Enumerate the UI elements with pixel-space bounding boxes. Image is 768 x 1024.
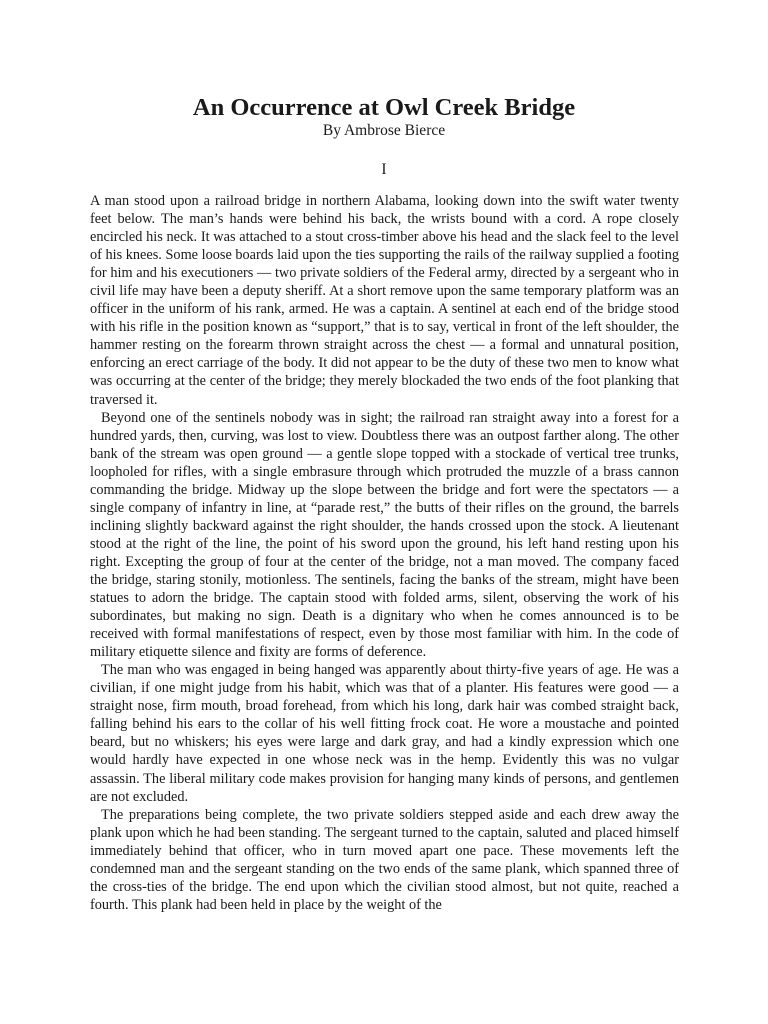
paragraph: A man stood upon a railroad bridge in northern Alabama, looking down into the swift water twenty feet below. The man’s hands were behind his back, the wrists bound with a cord. A rope closely encircled his neck. It was attached to a stout cross-timber above his head and the slack feel to the level of his knees. Some loose boards laid upon the ties supporting the rails of the railway supplied a footing for him and his executioners — two private soldiers of the Federal army, directed by a sergeant who in civil life may have been a deputy sheriff. At a short remove upon the same temporary platform was an officer in the uniform of his rank, armed. He was a captain. A sentinel at each end of the bridge stood with his rifle in the position known as “support,” that is to say, vertical in front of the left shoulder, the hammer resting on the forearm thrown straight across the chest — a formal and unnatural position, enforcing an erect carriage of the body. It did not appear to be the duty of these two men to know what was occurring at the center of the bridge; they merely blockaded the two ends of the foot planking that traversed it. xyxy=(90,193,679,408)
paragraph: Beyond one of the sentinels nobody was in sight; the railroad ran straight away into a forest for a hundred yards, then, curving, was lost to view. Doubtless there was an outpost farther along. The other bank of the stream was open ground — a gentle slope topped with a stockade of vertical tree trunks, loopholed for rifles, with a single embrasure through which protruded the muzzle of a brass cannon commanding the bridge. Midway up the slope between the bridge and fort were the spectators — a single company of infantry in line, at “parade rest,” the butts of their rifles on the ground, the barrels inclining slightly backward against the right shoulder, the hands crossed upon the stock. A lieutenant stood at the right of the line, the point of his sword upon the ground, his left hand resting upon his right. Excepting the group of four at the center of the bridge, not a man moved. The company faced the bridge, staring stonily, motionless. The sentinels, facing the banks of the stream, might have been statues to adorn the bridge. The captain stood with folded arms, silent, observing the work of his subordinates, but making no sign. Death is a dignitary who when he comes announced is to be received with formal manifestations of respect, even by those most familiar with him. In the code of military etiquette silence and fixity are forms of deference. xyxy=(90,409,679,661)
paragraph: The man who was engaged in being hanged was apparently about thirty-five years of age. He was a civilian, if one might judge from his habit, which was that of a planter. His features were good — a straight nose, firm mouth, broad forehead, from which his long, dark hair was combed straight back, falling behind his ears to the collar of his well fitting frock coat. He wore a moustache and pointed beard, but no whiskers; his eyes were large and dark gray, and had a kindly expression which one would hardly have expected in one whose neck was in the hemp. Evidently this was no vulgar assassin. The liberal military code makes provision for hanging many kinds of persons, and gentlemen are not excluded. xyxy=(90,662,679,805)
author-byline: By Ambrose Bierce xyxy=(322,122,446,139)
section-number: I xyxy=(381,161,387,178)
body-text xyxy=(90,192,679,914)
document-title: An Occurrence at Owl Creek Bridge xyxy=(192,94,576,121)
paragraph: The preparations being complete, the two private soldiers stepped aside and each drew away the plank upon which he had been standing. The sergeant turned to the captain, saluted and placed himself immediately behind that officer, who in turn moved apart one pace. These movements left the condemned man and the sergeant standing on the two ends of the same plank, which spanned three of the cross-ties of the bridge. The end upon which the civilian stood almost, but not quite, reached a fourth. This plank had been held in place by the weight of the xyxy=(90,806,679,913)
